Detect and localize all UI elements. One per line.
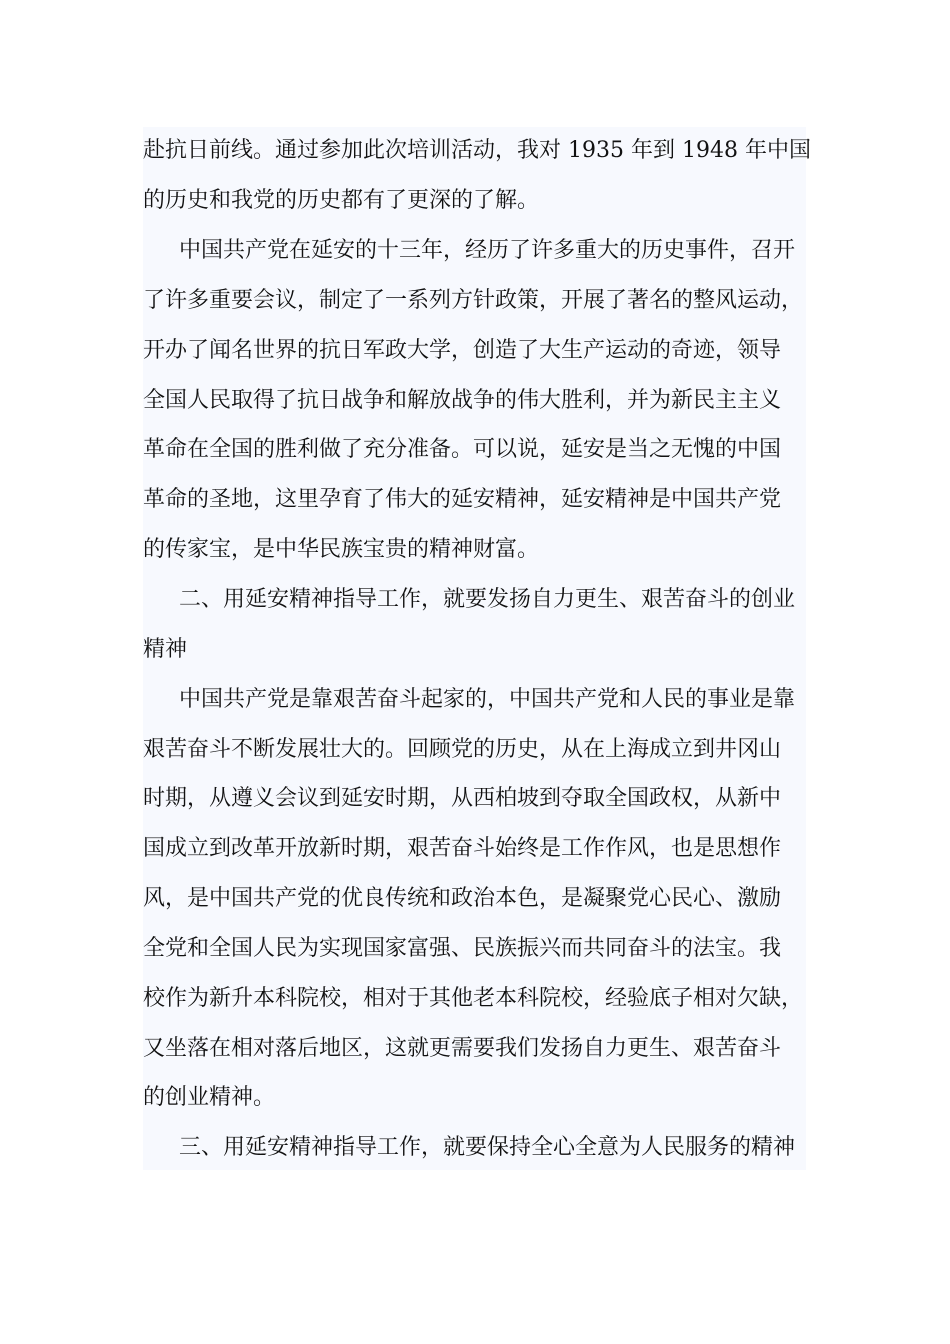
text-line: 赴抗日前线。通过参加此次培训活动，我对 1935 年到 1948 年中国: [143, 138, 811, 163]
text-line: 的创业精神。: [143, 1085, 276, 1110]
text-line: 风，是中国共产党的优良传统和政治本色，是凝聚党心民心、激励: [143, 886, 782, 911]
section-heading-line: 精神: [143, 637, 188, 662]
text-line: 中国共产党是靠艰苦奋斗起家的，中国共产党和人民的事业是靠: [179, 687, 796, 712]
text-line: 革命在全国的胜利做了充分准备。可以说，延安是当之无愧的中国: [143, 437, 782, 462]
text-line: 校作为新升本科院校，相对于其他老本科院校，经验底子相对欠缺，: [143, 986, 804, 1011]
text-line: 全国人民取得了抗日战争和解放战争的伟大胜利，并为新民主主义: [143, 388, 782, 413]
text-line: 的历史和我党的历史都有了更深的了解。: [143, 188, 540, 213]
text-line: 国成立到改革开放新时期，艰苦奋斗始终是工作作风，也是思想作: [143, 836, 782, 861]
text-line: 时期，从遵义会议到延安时期，从西柏坡到夺取全国政权，从新中: [143, 786, 782, 811]
text-line: 了许多重要会议，制定了一系列方针政策，开展了著名的整风运动，: [143, 288, 804, 313]
text-line: 又坐落在相对落后地区，这就更需要我们发扬自力更生、艰苦奋斗: [143, 1036, 782, 1061]
section-heading-line: 三、用延安精神指导工作，就要保持全心全意为人民服务的精神: [179, 1135, 796, 1160]
text-line: 革命的圣地，这里孕育了伟大的延安精神，延安精神是中国共产党: [143, 487, 782, 512]
text-line: 艰苦奋斗不断发展壮大的。回顾党的历史，从在上海成立到井冈山: [143, 737, 782, 762]
text-line: 开办了闻名世界的抗日军政大学，创造了大生产运动的奇迹，领导: [143, 338, 782, 363]
text-line: 中国共产党在延安的十三年，经历了许多重大的历史事件，召开: [179, 238, 796, 263]
text-line: 的传家宝，是中华民族宝贵的精神财富。: [143, 537, 540, 562]
text-line: 全党和全国人民为实现国家富强、民族振兴而共同奋斗的法宝。我: [143, 936, 782, 961]
section-heading-line: 二、用延安精神指导工作，就要发扬自力更生、艰苦奋斗的创业: [179, 587, 796, 612]
